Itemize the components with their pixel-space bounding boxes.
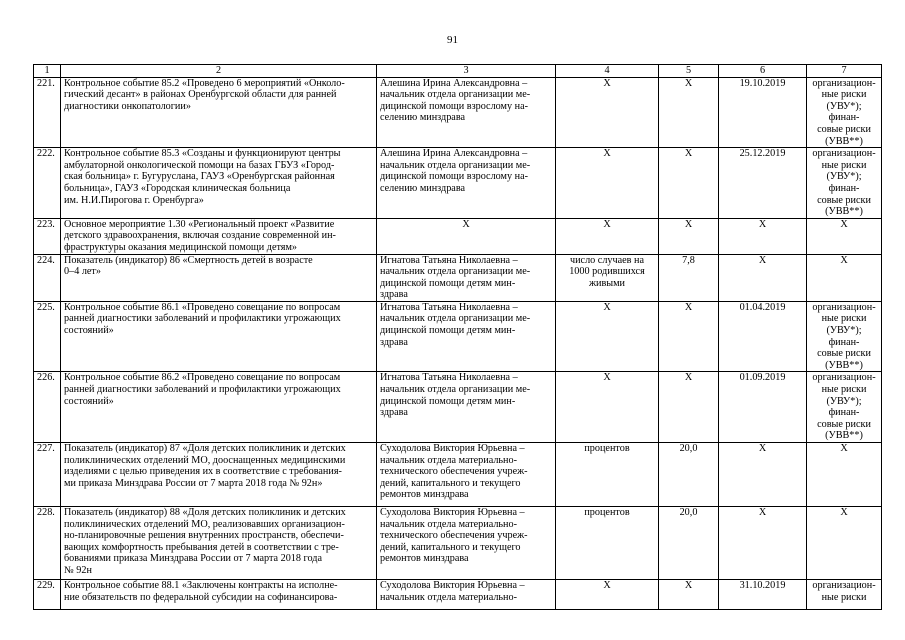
- column-header: 4: [556, 65, 659, 78]
- row-description: Показатель (индикатор) 87 «Доля детских поликлиник и детских поликлинических отделений МО, дооснащенных медицинскими изделиями с целью приведения их в соответствие с требования- ми приказа Минздрава России от 7 марта 2018 года № 92н»: [61, 443, 377, 507]
- table-row: [34, 254, 882, 301]
- row-date: 01.09.2019: [719, 372, 807, 443]
- row-unit: Х: [556, 218, 659, 254]
- row-unit: Х: [556, 77, 659, 148]
- table-row: [34, 148, 882, 219]
- table-row: [34, 580, 882, 610]
- row-date: Х: [719, 443, 807, 507]
- row-description: Показатель (индикатор) 86 «Смертность детей в возрасте 0–4 лет»: [61, 254, 377, 301]
- row-value: Х: [659, 218, 719, 254]
- column-header: 6: [719, 65, 807, 78]
- row-value: 7,8: [659, 254, 719, 301]
- table-row: [34, 301, 882, 372]
- table-row: [34, 372, 882, 443]
- row-value: Х: [659, 77, 719, 148]
- row-value: Х: [659, 372, 719, 443]
- row-description: Контрольное событие 86.1 «Проведено совещание по вопросам ранней диагностики заболеваний и профилактики угрожающих состояний»: [61, 301, 377, 372]
- row-description: Показатель (индикатор) 88 «Доля детских поликлиник и детских поликлинических отделений МО, реализовавших организацион- но-планировочные решения внутренних пространств, обеспечи- вающих комфортность пребывания детей в соответствии с тре- бованиями приказа Минздрава России от 7 марта 2018 года № 92н: [61, 507, 377, 580]
- table-row: [34, 507, 882, 580]
- row-risks: организацион- ные риски (УВУ*); финан- совые риски (УВВ**): [807, 301, 882, 372]
- row-description: Контрольное событие 85.3 «Созданы и функционируют центры амбулаторной онкологической помощи на базах ГБУЗ «Город- ская больница» г. Бугуруслана, ГАУЗ «Оренбургская районная больница», ГАУЗ «Городская клиническая больница им. Н.И.Пирогова г. Оренбурга»: [61, 148, 377, 219]
- row-risks: Х: [807, 507, 882, 580]
- row-date: 01.04.2019: [719, 301, 807, 372]
- row-responsible: Игнатова Татьяна Николаевна – начальник отдела организации ме- дицинской помощи детям мин- здрава: [377, 254, 556, 301]
- row-responsible: Суходолова Виктория Юрьевна – начальник отдела материально-: [377, 580, 556, 610]
- row-description: Контрольное событие 86.2 «Проведено совещание по вопросам ранней диагностики заболеваний и профилактики угрожающих состояний»: [61, 372, 377, 443]
- row-unit: процентов: [556, 507, 659, 580]
- row-risks: организацион- ные риски: [807, 580, 882, 610]
- row-number: 226.: [34, 372, 61, 443]
- row-number: 222.: [34, 148, 61, 219]
- row-description: Контрольное событие 88.1 «Заключены контракты на исполне- ние обязательств по федеральной субсидии на софинансирова-: [61, 580, 377, 610]
- row-unit: Х: [556, 148, 659, 219]
- row-number: 228.: [34, 507, 61, 580]
- row-date: 25.12.2019: [719, 148, 807, 219]
- row-risks: организацион- ные риски (УВУ*); финан- совые риски (УВВ**): [807, 148, 882, 219]
- row-value: Х: [659, 301, 719, 372]
- row-description: Контрольное событие 85.2 «Проведено 6 мероприятий «Онколо- гический десант» в районах Оренбургской области для ранней диагностики онкопатологии»: [61, 77, 377, 148]
- row-number: 221.: [34, 77, 61, 148]
- row-number: 223.: [34, 218, 61, 254]
- column-header: 3: [377, 65, 556, 78]
- row-risks: Х: [807, 218, 882, 254]
- row-responsible: Суходолова Виктория Юрьевна – начальник отдела материально- технического обеспечения учреж- дений, капитального и текущего ремонтов минздрава: [377, 507, 556, 580]
- row-risks: Х: [807, 254, 882, 301]
- row-responsible: Игнатова Татьяна Николаевна – начальник отдела организации ме- дицинской помощи детям мин- здрава: [377, 372, 556, 443]
- row-date: 19.10.2019: [719, 77, 807, 148]
- row-unit: Х: [556, 301, 659, 372]
- row-number: 227.: [34, 443, 61, 507]
- row-value: 20,0: [659, 443, 719, 507]
- row-risks: организацион- ные риски (УВУ*); финан- совые риски (УВВ**): [807, 77, 882, 148]
- row-responsible: Суходолова Виктория Юрьевна – начальник отдела материально- технического обеспечения учреж- дений, капитального и текущего ремонтов минздрава: [377, 443, 556, 507]
- row-date: Х: [719, 218, 807, 254]
- row-unit: Х: [556, 372, 659, 443]
- column-header: 7: [807, 65, 882, 78]
- row-responsible: Алешина Ирина Александровна – начальник отдела организации ме- дицинской помощи взрослому на- селению минздрава: [377, 77, 556, 148]
- row-number: 225.: [34, 301, 61, 372]
- row-date: 31.10.2019: [719, 580, 807, 610]
- row-value: 20,0: [659, 507, 719, 580]
- row-number: 229.: [34, 580, 61, 610]
- row-risks: организацион- ные риски (УВУ*); финан- совые риски (УВВ**): [807, 372, 882, 443]
- row-number: 224.: [34, 254, 61, 301]
- row-responsible: Х: [377, 218, 556, 254]
- row-value: Х: [659, 148, 719, 219]
- row-unit: процентов: [556, 443, 659, 507]
- page-number: 91: [447, 34, 458, 46]
- row-risks: Х: [807, 443, 882, 507]
- header-row: [34, 65, 882, 78]
- table-row: [34, 218, 882, 254]
- row-value: Х: [659, 580, 719, 610]
- table-row: [34, 443, 882, 507]
- row-unit: число случаев на 1000 родившихся живыми: [556, 254, 659, 301]
- column-header: 2: [61, 65, 377, 78]
- plan-table: [33, 64, 882, 610]
- column-header: 5: [659, 65, 719, 78]
- row-unit: Х: [556, 580, 659, 610]
- row-responsible: Алешина Ирина Александровна – начальник отдела организации ме- дицинской помощи взрослому на- селению минздрава: [377, 148, 556, 219]
- row-responsible: Игнатова Татьяна Николаевна – начальник отдела организации ме- дицинской помощи детям мин- здрава: [377, 301, 556, 372]
- row-date: Х: [719, 507, 807, 580]
- column-header: 1: [34, 65, 61, 78]
- row-date: Х: [719, 254, 807, 301]
- table-row: [34, 77, 882, 148]
- row-description: Основное мероприятие 1.30 «Региональный проект «Развитие детского здравоохранения, включая создание современной ин- фраструктуры оказания медицинской помощи детям»: [61, 218, 377, 254]
